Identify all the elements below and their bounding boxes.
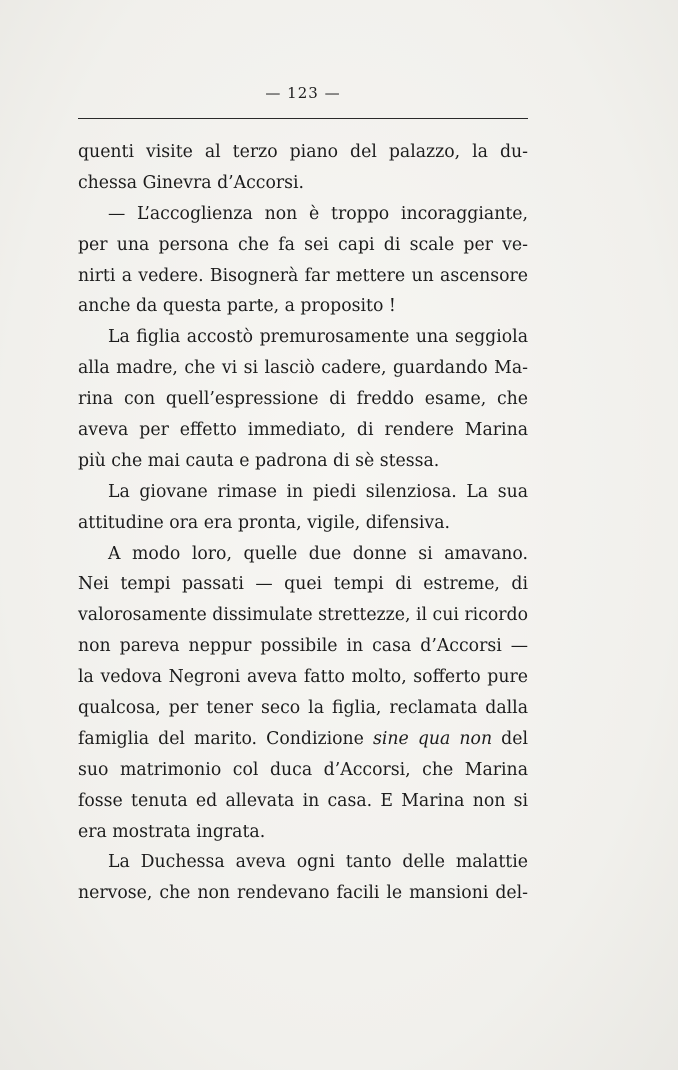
text-line: A modo loro, quelle due donne si amavano.: [108, 543, 528, 564]
text-line: suo matrimonio col duca d’Accorsi, che Marina: [78, 759, 528, 780]
text-line: — L’accoglienza non è troppo incoraggiante,: [108, 203, 528, 224]
text-line: La figlia accostò premurosamente una seggiola: [108, 327, 528, 348]
text-line: alla madre, che vi si lasciò cadere, guardando Ma-: [78, 358, 528, 379]
text-line: era mostrata ingrata.: [78, 821, 266, 842]
body-text: [78, 137, 528, 909]
text-line: La giovane rimase in piedi silenziosa. La sua: [108, 481, 528, 502]
text-line: nervose, che non rendevano facili le mansioni del-: [78, 883, 528, 904]
text-line: valorosamente dissimulate strettezze, il cui ricordo: [78, 605, 528, 626]
text-line: aveva per effetto immediato, di rendere Marina: [78, 420, 528, 441]
text-line: la vedova Negroni aveva fatto molto, sofferto pure: [78, 667, 528, 688]
header-rule: [78, 118, 528, 119]
page-number: — 123 —: [265, 84, 341, 102]
text-line: chessa Ginevra d’Accorsi.: [78, 172, 305, 193]
text-line: attitudine ora era pronta, vigile, difensiva.: [78, 512, 450, 533]
text-line-italic: [78, 724, 528, 755]
text-run: famiglia del marito. Condizione: [78, 728, 373, 749]
text-line: anche da questa parte, a proposito !: [78, 296, 396, 317]
text-line: qualcosa, per tener seco la figlia, reclamata dalla: [78, 698, 528, 719]
text-run: del: [492, 728, 529, 749]
text-line: più che mai cauta e padrona di sè stessa.: [78, 450, 440, 471]
text-line: rina con quell’espressione di freddo esame, che: [78, 389, 528, 410]
latin-phrase: sine qua non: [372, 728, 493, 749]
text-line: Nei tempi passati — quei tempi di estreme, di: [78, 574, 528, 595]
text-line: per una persona che fa sei capi di scale per ve-: [78, 234, 528, 255]
text-line: fosse tenuta ed allevata in casa. E Marina non si: [78, 790, 528, 811]
text-line: La Duchessa aveva ogni tanto delle malattie: [108, 852, 528, 873]
text-line: nirti a vedere. Bisognerà far mettere un ascensore: [78, 265, 528, 286]
text-line: quenti visite al terzo piano del palazzo, la du-: [78, 142, 528, 162]
text-line: non pareva neppur possibile in casa d’Accorsi —: [78, 636, 528, 657]
